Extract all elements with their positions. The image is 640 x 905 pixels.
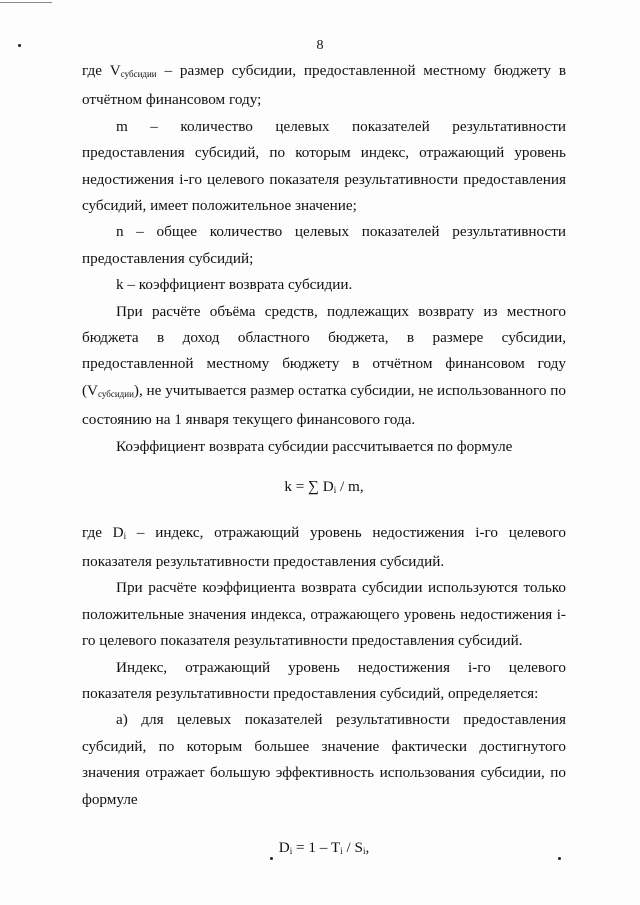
scan-artifact-dot	[558, 857, 561, 860]
paragraph-index-determined: Индекс, отражающий уровень недостижения i-го целевого показателя результативности предоставления субсидий, определяется:	[82, 658, 566, 702]
paragraph-calculation-note: При расчёте объёма средств, подлежащих возврату из местного бюджета в доход областного бюджета, в размере субсидии, предоставленной местному бюджету в отчётном финансовом году $(V_{субсидии})$, не учитывается размер остатка субсидии, не использованного по состоянию на 1 января текущего финансового года.	[82, 302, 566, 429]
paragraph-case-a: а) для целевых показателей результативности предоставления субсидий, по которым большее значение фактически достигнутого значения отражает большую эффективность использования субсидии, по формуле	[82, 711, 566, 808]
paragraph-formula-intro: Коэффициент возврата субсидии рассчитывается по формуле	[116, 437, 513, 455]
paragraph-v-subsidy: где $V_{субсидии}$ – размер субсидии, предоставленной местному бюджету в отчётном финансовом году;	[82, 62, 566, 109]
formula-k: k = ∑ $D_i$ / m,	[284, 478, 364, 496]
paragraph-n-definition: n – общее количество целевых показателей результативности предоставления субсидий;	[82, 223, 566, 267]
scan-artifact-dot	[270, 857, 273, 860]
paragraph-di-definition: где $D_i$ – индекс, отражающий уровень недостижения i-го целевого показателя результативности предоставления субсидий.	[82, 523, 566, 570]
formula-di: $D_i = 1 - T_i / S_i$,	[278, 838, 370, 856]
paragraph-positive-values: При расчёте коэффициента возврата субсидии используются только положительные значения индекса, отражающего уровень недостижения i-го целевого показателя результативности предоставления субсидий.	[82, 579, 566, 650]
page-number: 8	[316, 38, 324, 53]
paragraph-k-definition: k – коэффициент возврата субсидии.	[116, 276, 353, 294]
paragraph-m-definition: m – количество целевых показателей результативности предоставления субсидий, по которым индекс, отражающий уровень недостижения i-го целевого показателя результативности предоставления субсидий, имеет положительное значение;	[82, 117, 566, 215]
scan-artifact-line	[0, 2, 52, 3]
document-body	[82, 58, 566, 864]
